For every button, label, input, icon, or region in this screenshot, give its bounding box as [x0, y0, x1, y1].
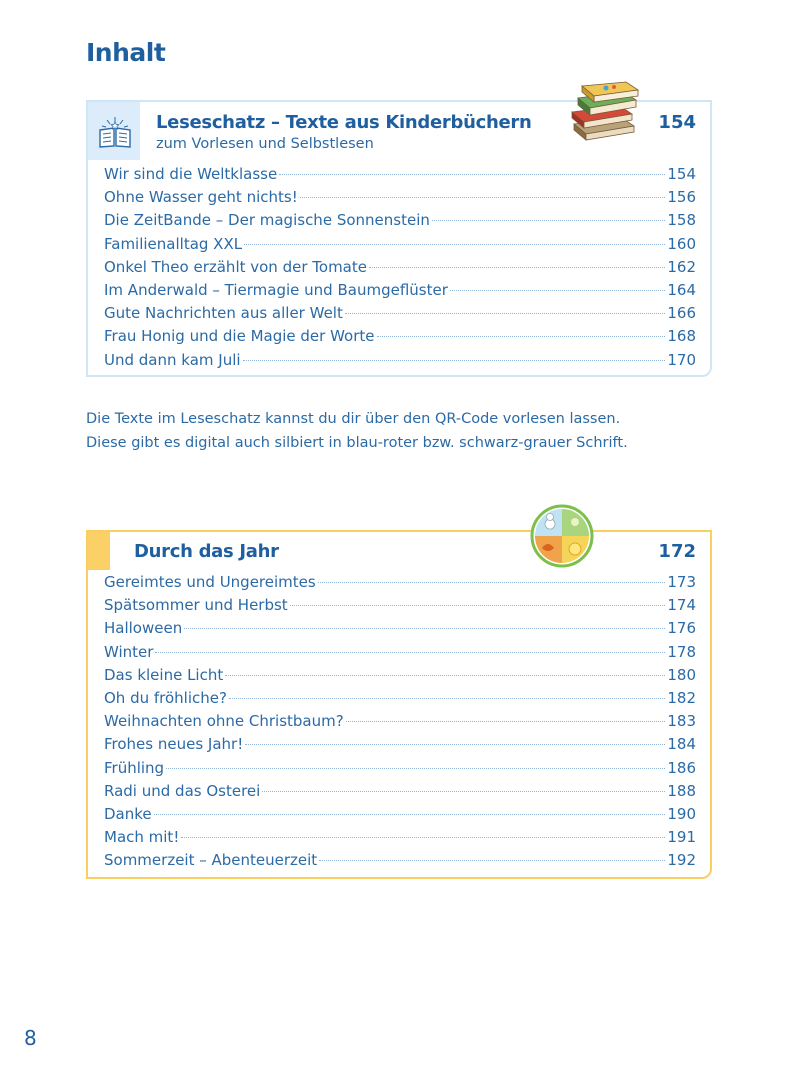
toc-entry-page: 173	[667, 573, 696, 591]
book-stack-illustration	[568, 80, 640, 142]
note-line: Die Texte im Leseschatz kannst du dir über den QR-Code vorlesen lassen.	[86, 411, 621, 427]
toc-entry-title: Frau Honig und die Magie der Worte	[104, 327, 375, 346]
toc-entry[interactable]	[104, 304, 696, 327]
toc-entry[interactable]	[104, 689, 696, 712]
toc-entry[interactable]	[104, 211, 696, 234]
dot-leader	[155, 652, 665, 653]
dot-leader	[181, 837, 665, 838]
toc-entry-page: 180	[667, 665, 696, 684]
toc-entry-title: Danke	[104, 804, 152, 823]
toc-entry-page: 160	[667, 234, 696, 253]
dot-leader	[225, 675, 665, 676]
toc-entry-page: 158	[667, 211, 696, 230]
open-book-icon	[96, 114, 134, 150]
toc-entry-page: 168	[667, 327, 696, 346]
dot-leader	[279, 174, 665, 175]
toc-entry-title: Gereimtes und Ungereimtes	[104, 573, 316, 591]
section-subtitle: zum Vorlesen und Selbstlesen	[156, 136, 374, 152]
toc-entry-page: 191	[667, 828, 696, 847]
toc-entry-page: 174	[667, 596, 696, 615]
toc-entry[interactable]	[104, 735, 696, 758]
dot-leader	[244, 244, 665, 245]
page-number: 8	[24, 1026, 37, 1050]
dot-leader	[262, 791, 665, 792]
dot-leader	[290, 605, 666, 606]
toc-entry[interactable]	[104, 712, 696, 735]
toc-entry-page: 156	[667, 188, 696, 207]
toc-entry[interactable]	[104, 666, 696, 689]
toc-entry-title: Spätsommer und Herbst	[104, 596, 288, 615]
toc-entry-page: 190	[667, 804, 696, 823]
toc-entry-title: Oh du fröhliche?	[104, 688, 227, 707]
toc-entry-title: Im Anderwald – Tiermagie und Baumgeflüster	[104, 280, 448, 299]
section-title: Durch das Jahr	[134, 541, 279, 562]
toc-entry[interactable]	[104, 573, 696, 596]
toc-entry[interactable]	[104, 165, 696, 188]
toc-entry-title: Und dann kam Juli	[104, 350, 241, 369]
toc-entry-title: Familienalltag XXL	[104, 234, 243, 253]
toc-entry-page: 192	[667, 851, 696, 870]
section-title: Leseschatz – Texte aus Kinderbüchern	[156, 112, 532, 133]
dot-leader	[432, 220, 665, 221]
toc-entry-page: 176	[667, 619, 696, 638]
toc-entry[interactable]	[104, 851, 696, 874]
dot-leader	[184, 628, 665, 629]
toc-entry[interactable]	[104, 351, 696, 374]
toc-entry-title: Winter	[104, 642, 154, 661]
toc-entry-title: Weihnachten ohne Christbaum?	[104, 712, 344, 731]
dot-leader	[450, 290, 665, 291]
toc-entry[interactable]	[104, 235, 696, 258]
toc-entry[interactable]	[104, 281, 696, 304]
toc-entry-page: 166	[667, 304, 696, 323]
toc-entry[interactable]	[104, 805, 696, 828]
note-line: Diese gibt es digital auch silbiert in blau-roter bzw. schwarz-grauer Schrift.	[86, 435, 628, 451]
dot-leader	[243, 360, 666, 361]
dot-leader	[345, 313, 666, 314]
dot-leader	[166, 768, 665, 769]
toc-entry-title: Radi und das Osterei	[104, 781, 261, 800]
toc-entry-title: Wir sind die Weltklasse	[104, 165, 278, 183]
toc-entry-page: 183	[667, 712, 696, 731]
toc-entry[interactable]	[104, 759, 696, 782]
dot-leader	[346, 721, 666, 722]
dot-leader	[319, 860, 665, 861]
toc-entry[interactable]	[104, 327, 696, 350]
dot-leader	[229, 698, 665, 699]
toc-entry-title: Ohne Wasser geht nichts!	[104, 188, 298, 207]
toc-entry-page: 164	[667, 280, 696, 299]
toc-entry-title: Gute Nachrichten aus aller Welt	[104, 304, 343, 323]
toc-entry-page: 170	[667, 350, 696, 369]
toc-entry-page: 184	[667, 735, 696, 754]
dot-leader	[377, 336, 666, 337]
toc-entry[interactable]	[104, 782, 696, 805]
toc-entry-title: Die ZeitBande – Der magische Sonnenstein	[104, 211, 430, 230]
toc-entry[interactable]	[104, 643, 696, 666]
toc-entry-page: 154	[667, 165, 696, 183]
toc-entry[interactable]	[104, 188, 696, 211]
toc-list	[104, 165, 696, 374]
dot-leader	[154, 814, 666, 815]
section-header-tab	[88, 532, 110, 570]
section-page-number: 172	[658, 541, 696, 562]
dot-leader	[369, 267, 665, 268]
toc-entry-page: 188	[667, 781, 696, 800]
toc-entry-title: Halloween	[104, 619, 183, 638]
toc-entry[interactable]	[104, 828, 696, 851]
dot-leader	[300, 197, 666, 198]
section-durch-das-jahr	[86, 530, 712, 879]
toc-entry-page: 162	[667, 257, 696, 276]
toc-entry-title: Mach mit!	[104, 828, 180, 847]
dot-leader	[318, 582, 666, 583]
toc-list	[104, 573, 696, 874]
dot-leader	[245, 744, 665, 745]
page-title: Inhalt	[86, 38, 166, 67]
toc-entry-title: Frühling	[104, 758, 165, 777]
section-leseschatz	[86, 100, 712, 377]
toc-entry-title: Das kleine Licht	[104, 665, 224, 684]
toc-entry-page: 182	[667, 688, 696, 707]
toc-entry-title: Sommerzeit – Abenteuerzeit	[104, 851, 318, 870]
seasons-circle-illustration	[530, 504, 594, 568]
toc-entry-title: Frohes neues Jahr!	[104, 735, 244, 754]
section-page-number: 154	[658, 112, 696, 133]
toc-entry-title: Onkel Theo erzählt von der Tomate	[104, 257, 367, 276]
toc-entry[interactable]	[104, 596, 696, 619]
toc-entry[interactable]	[104, 619, 696, 642]
qr-code-note	[86, 407, 726, 455]
toc-entry-page: 186	[667, 758, 696, 777]
toc-entry-page: 178	[667, 642, 696, 661]
toc-entry[interactable]	[104, 258, 696, 281]
